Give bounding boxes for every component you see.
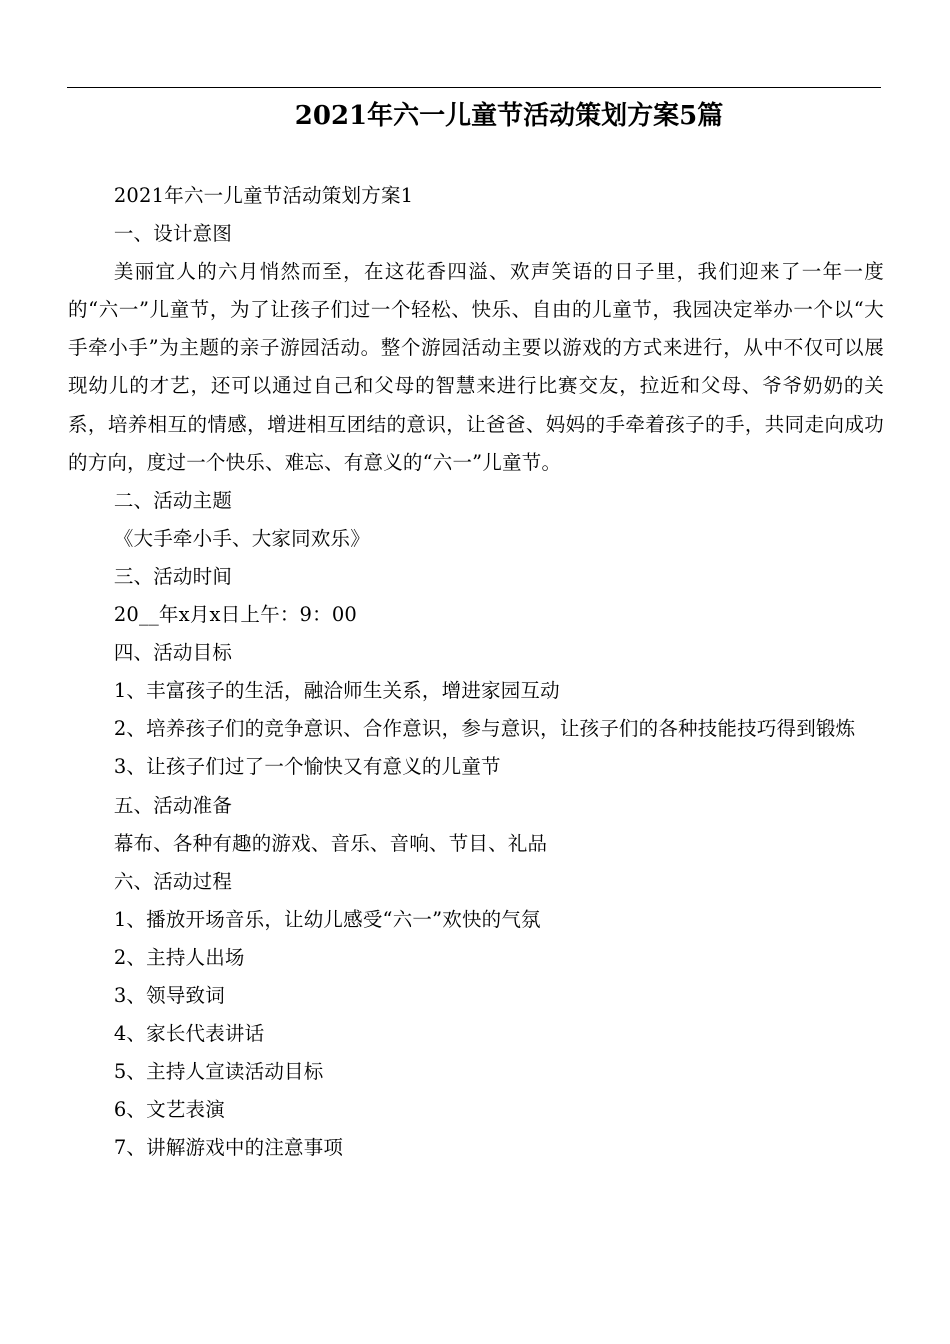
process-step-4: 4、家长代表讲话 <box>113 1022 265 1046</box>
goal-item-1: 1、丰富孩子的生活，融洽师生关系，增进家园互动 <box>113 679 560 703</box>
process-step-5: 5、主持人宣读活动目标 <box>113 1060 324 1084</box>
section-heading-theme: 二、活动主题 <box>113 488 233 512</box>
time-text: 20__年x月x日上午：9：00 <box>113 603 358 627</box>
theme-text: 《大手牵小手、大家同欢乐》 <box>113 526 370 550</box>
process-step-2: 2、主持人出场 <box>113 945 245 969</box>
header-rule <box>67 87 881 88</box>
plan-heading: 2021年六一儿童节活动策划方案1 <box>113 184 414 207</box>
preparation-text: 幕布、各种有趣的游戏、音乐、音响、节目、礼品 <box>113 831 548 855</box>
section-heading-process: 六、活动过程 <box>113 869 233 893</box>
section-heading-design-intent: 一、设计意图 <box>113 222 233 246</box>
document-title: 2021年六一儿童节活动策划方案5篇 <box>294 101 724 131</box>
section-heading-time: 三、活动时间 <box>113 564 233 588</box>
section-heading-preparation: 五、活动准备 <box>113 793 233 817</box>
goal-item-3: 3、让孩子们过了一个愉快又有意义的儿童节 <box>113 755 501 779</box>
process-step-7: 7、讲解游戏中的注意事项 <box>113 1136 344 1160</box>
design-intent-paragraph: 美丽宜人的六月悄然而至，在这花香四溢、欢声笑语的日子里，我们迎来了一年一度的“六一”儿童节，为了让孩子们过一个轻松、快乐、自由的儿童节，我园决定举办一个以“大手牵小手”为主题的亲子游园活动。整个游园活动主要以游戏的方式来进行，从中不仅可以展现幼儿的才艺，还可以通过自己和父母的智慧来进行比赛交友，拉近和父母、爷爷奶奶的关系，培养相互的情感，增进相互团结的意识，让爸爸、妈妈的手牵着孩子的手，共同走向成功的方向，度过一个快乐、难忘、有意义的“六一”儿童节。 <box>68 260 884 474</box>
section-heading-goals: 四、活动目标 <box>113 641 233 665</box>
process-step-1: 1、播放开场音乐，让幼儿感受“六一”欢快的气氛 <box>113 907 541 931</box>
goal-item-2: 2、培养孩子们的竞争意识、合作意识，参与意识，让孩子们的各种技能技巧得到锻炼 <box>113 717 856 741</box>
process-step-3: 3、领导致词 <box>113 983 225 1007</box>
document-body <box>68 177 884 1167</box>
process-step-6: 6、文艺表演 <box>113 1098 225 1122</box>
